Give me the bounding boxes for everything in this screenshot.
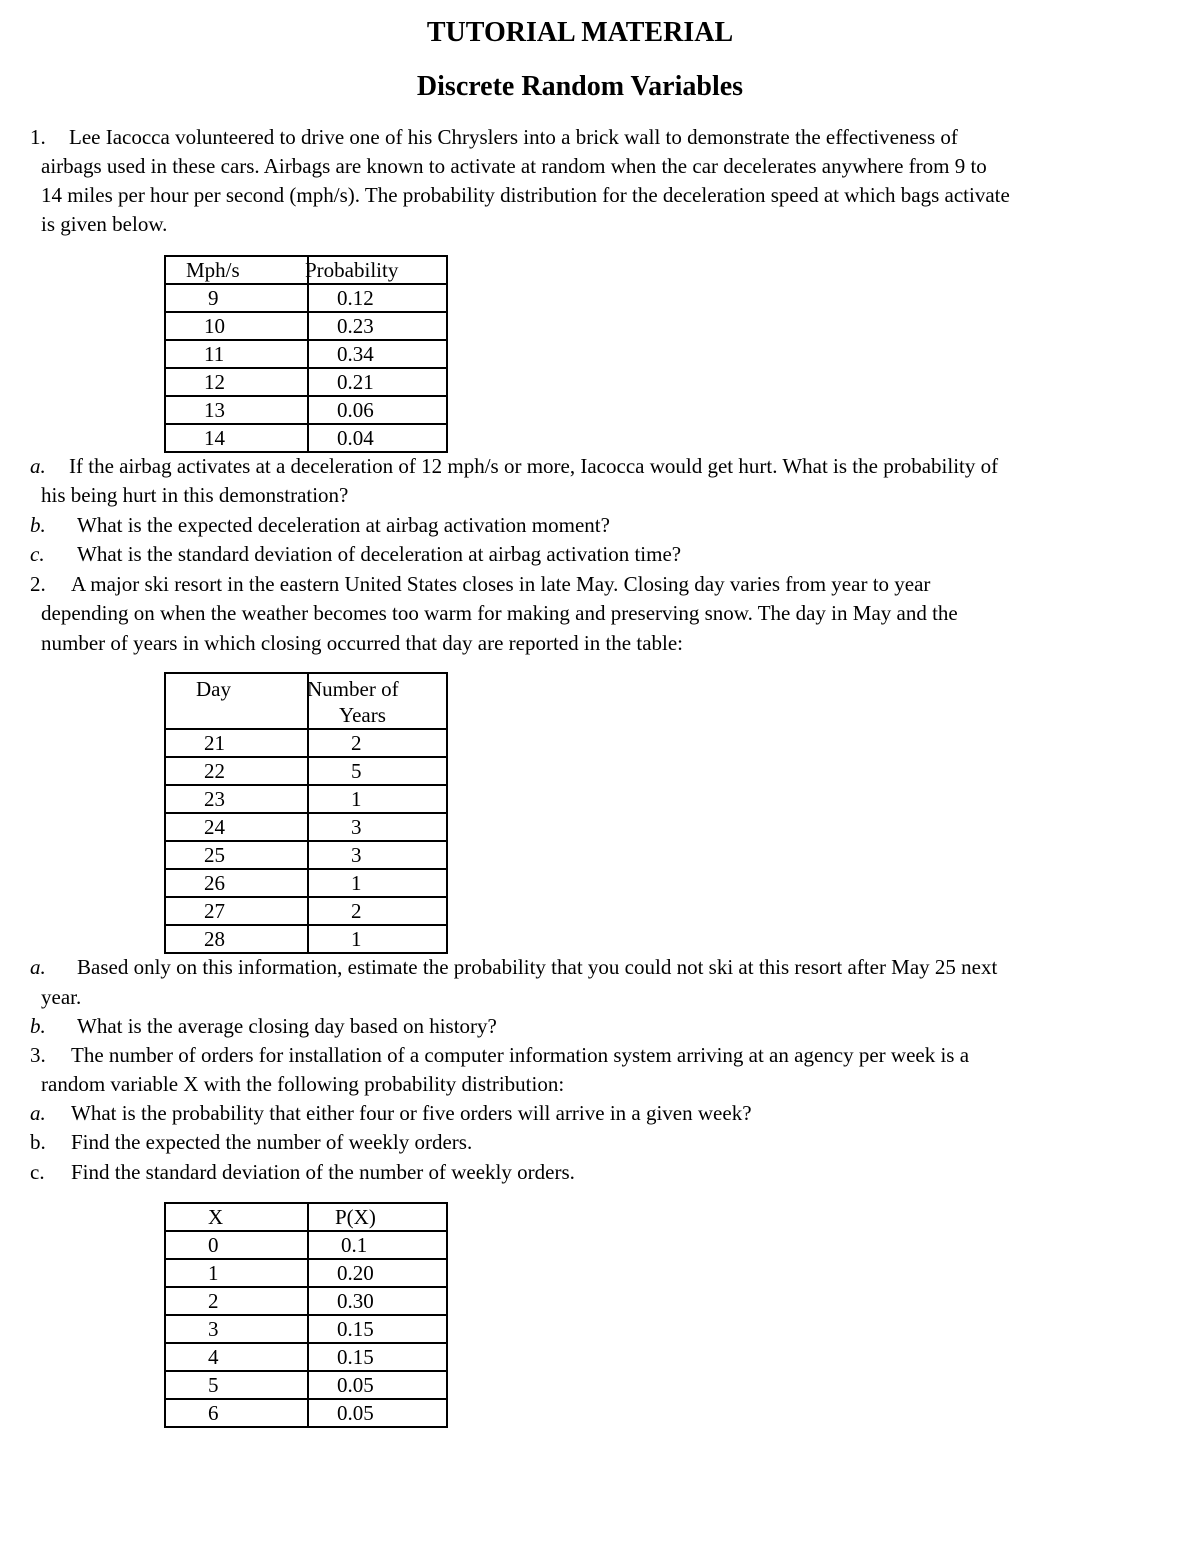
table-row bbox=[165, 1287, 447, 1315]
table-row bbox=[165, 340, 447, 368]
q2-line-3: number of years in which closing occurred that day are reported in the table: bbox=[41, 631, 684, 655]
table-cell: 14 bbox=[165, 424, 308, 452]
page-title: TUTORIAL MATERIAL bbox=[426, 17, 734, 48]
table-cell: 12 bbox=[165, 368, 308, 396]
table-header-row bbox=[165, 256, 447, 284]
table-row bbox=[165, 869, 447, 897]
q3-probability-table bbox=[164, 1202, 448, 1428]
table-cell: 24 bbox=[165, 813, 308, 841]
table-cell: 9 bbox=[165, 284, 308, 312]
table-row bbox=[165, 729, 447, 757]
table-row bbox=[165, 424, 447, 452]
table-row bbox=[165, 925, 447, 953]
table-cell: 0.30 bbox=[308, 1287, 447, 1315]
q3-part-b-text: Find the expected the number of weekly orders. bbox=[71, 1130, 473, 1154]
table-cell: 25 bbox=[165, 841, 308, 869]
table-cell: 11 bbox=[165, 340, 308, 368]
table-row bbox=[165, 1259, 447, 1287]
q3-part-a-marker: a. bbox=[30, 1101, 46, 1125]
q1-line-2: airbags used in these cars. Airbags are known to activate at random when the car decelerates anywhere from 9 to bbox=[41, 154, 987, 178]
table-cell: 1 bbox=[308, 925, 447, 953]
q3-line-2: random variable X with the following probability distribution: bbox=[41, 1072, 565, 1096]
table-cell: 0.20 bbox=[308, 1259, 447, 1287]
table-cell: 2 bbox=[165, 1287, 308, 1315]
table-cell: 0.21 bbox=[308, 368, 447, 396]
q2-part-a-line-2: year. bbox=[41, 985, 82, 1009]
table-cell: 2 bbox=[308, 897, 447, 925]
q2-part-a-line-1: Based only on this information, estimate the probability that you could not ski at this resort after May 25 next bbox=[77, 955, 998, 979]
table-cell: 13 bbox=[165, 396, 308, 424]
q3-part-c-marker: c. bbox=[30, 1160, 45, 1184]
table-cell: 1 bbox=[165, 1259, 308, 1287]
table-cell: 5 bbox=[165, 1371, 308, 1399]
q1-part-c-marker: c. bbox=[30, 542, 45, 566]
q2-part-b-text: What is the average closing day based on history? bbox=[77, 1014, 497, 1038]
table-cell: 3 bbox=[165, 1315, 308, 1343]
q1-part-a-marker: a. bbox=[30, 454, 46, 478]
table-header-cell: Day bbox=[165, 673, 308, 729]
table-row bbox=[165, 897, 447, 925]
q1-part-a-line-1: If the airbag activates at a deceleration of 12 mph/s or more, Iacocca would get hurt. What is the probability of bbox=[69, 454, 999, 478]
table-cell: 3 bbox=[308, 813, 447, 841]
q3-line-1: The number of orders for installation of a computer information system arriving at an agency per week is a bbox=[71, 1043, 970, 1067]
table-header-cell: P(X) bbox=[308, 1203, 447, 1231]
table-cell: 22 bbox=[165, 757, 308, 785]
table-header-cell: X bbox=[165, 1203, 308, 1231]
q2-part-a-marker: a. bbox=[30, 955, 46, 979]
table-cell: 4 bbox=[165, 1343, 308, 1371]
q1-part-b-text: What is the expected deceleration at airbag activation moment? bbox=[77, 513, 610, 537]
table-row bbox=[165, 396, 447, 424]
table-cell: 0.15 bbox=[308, 1315, 447, 1343]
q2-part-b-marker: b. bbox=[30, 1014, 46, 1038]
table-cell: 0.05 bbox=[308, 1371, 447, 1399]
q1-distribution-table bbox=[164, 255, 448, 453]
table-cell: 23 bbox=[165, 785, 308, 813]
q3-part-a-text: What is the probability that either four or five orders will arrive in a given week? bbox=[71, 1101, 752, 1125]
table-cell: 1 bbox=[308, 869, 447, 897]
table-row bbox=[165, 785, 447, 813]
table-row bbox=[165, 368, 447, 396]
table-header-row bbox=[165, 673, 447, 729]
q1-part-b-marker: b. bbox=[30, 513, 46, 537]
table-header-row bbox=[165, 1203, 447, 1231]
q1-line-1: Lee Iacocca volunteered to drive one of his Chryslers into a brick wall to demonstrate the effectiveness of bbox=[69, 125, 958, 149]
table-cell: 28 bbox=[165, 925, 308, 953]
table-header-cell: Number of Years bbox=[308, 673, 447, 729]
table-cell: 0.23 bbox=[308, 312, 447, 340]
table-cell: 26 bbox=[165, 869, 308, 897]
q3-part-c-text: Find the standard deviation of the number of weekly orders. bbox=[71, 1160, 575, 1184]
table-cell: 0.06 bbox=[308, 396, 447, 424]
q1-line-3: 14 miles per hour per second (mph/s). The probability distribution for the deceleration speed at which bags activate bbox=[41, 183, 1010, 207]
table-row bbox=[165, 312, 447, 340]
table-row bbox=[165, 757, 447, 785]
table-row bbox=[165, 1399, 447, 1427]
q2-closing-day-table bbox=[164, 672, 448, 954]
table-cell: 0.34 bbox=[308, 340, 447, 368]
table-cell: 2 bbox=[308, 729, 447, 757]
table-row bbox=[165, 841, 447, 869]
table-cell: 21 bbox=[165, 729, 308, 757]
table-cell: 5 bbox=[308, 757, 447, 785]
table-row bbox=[165, 1315, 447, 1343]
table-header-cell: Mph/s bbox=[165, 256, 308, 284]
table-row bbox=[165, 1371, 447, 1399]
q2-line-2: depending on when the weather becomes too warm for making and preserving snow. The day in May and the bbox=[41, 601, 958, 625]
q1-part-c-text: What is the standard deviation of deceleration at airbag activation time? bbox=[77, 542, 682, 566]
q2-line-1: A major ski resort in the eastern United States closes in late May. Closing day varies from year to year bbox=[71, 572, 931, 596]
table-row bbox=[165, 1231, 447, 1259]
table-cell: 1 bbox=[308, 785, 447, 813]
table-cell: 3 bbox=[308, 841, 447, 869]
q1-number: 1. bbox=[30, 125, 46, 149]
table-row bbox=[165, 284, 447, 312]
table-cell: 0.15 bbox=[308, 1343, 447, 1371]
table-cell: 0.12 bbox=[308, 284, 447, 312]
table-row bbox=[165, 1343, 447, 1371]
table-cell: 0.04 bbox=[308, 424, 447, 452]
q1-line-4: is given below. bbox=[41, 212, 168, 236]
table-header-cell: Probability bbox=[308, 256, 447, 284]
table-row bbox=[165, 813, 447, 841]
q2-number: 2. bbox=[30, 572, 46, 596]
table-cell: 27 bbox=[165, 897, 308, 925]
q3-part-b-marker: b. bbox=[30, 1130, 46, 1154]
table-cell: 0 bbox=[165, 1231, 308, 1259]
q3-number: 3. bbox=[30, 1043, 46, 1067]
table-cell: 0.05 bbox=[308, 1399, 447, 1427]
table-cell: 0.1 bbox=[308, 1231, 447, 1259]
q1-part-a-line-2: his being hurt in this demonstration? bbox=[41, 483, 349, 507]
table-cell: 10 bbox=[165, 312, 308, 340]
page-subtitle: Discrete Random Variables bbox=[416, 71, 744, 102]
table-cell: 6 bbox=[165, 1399, 308, 1427]
